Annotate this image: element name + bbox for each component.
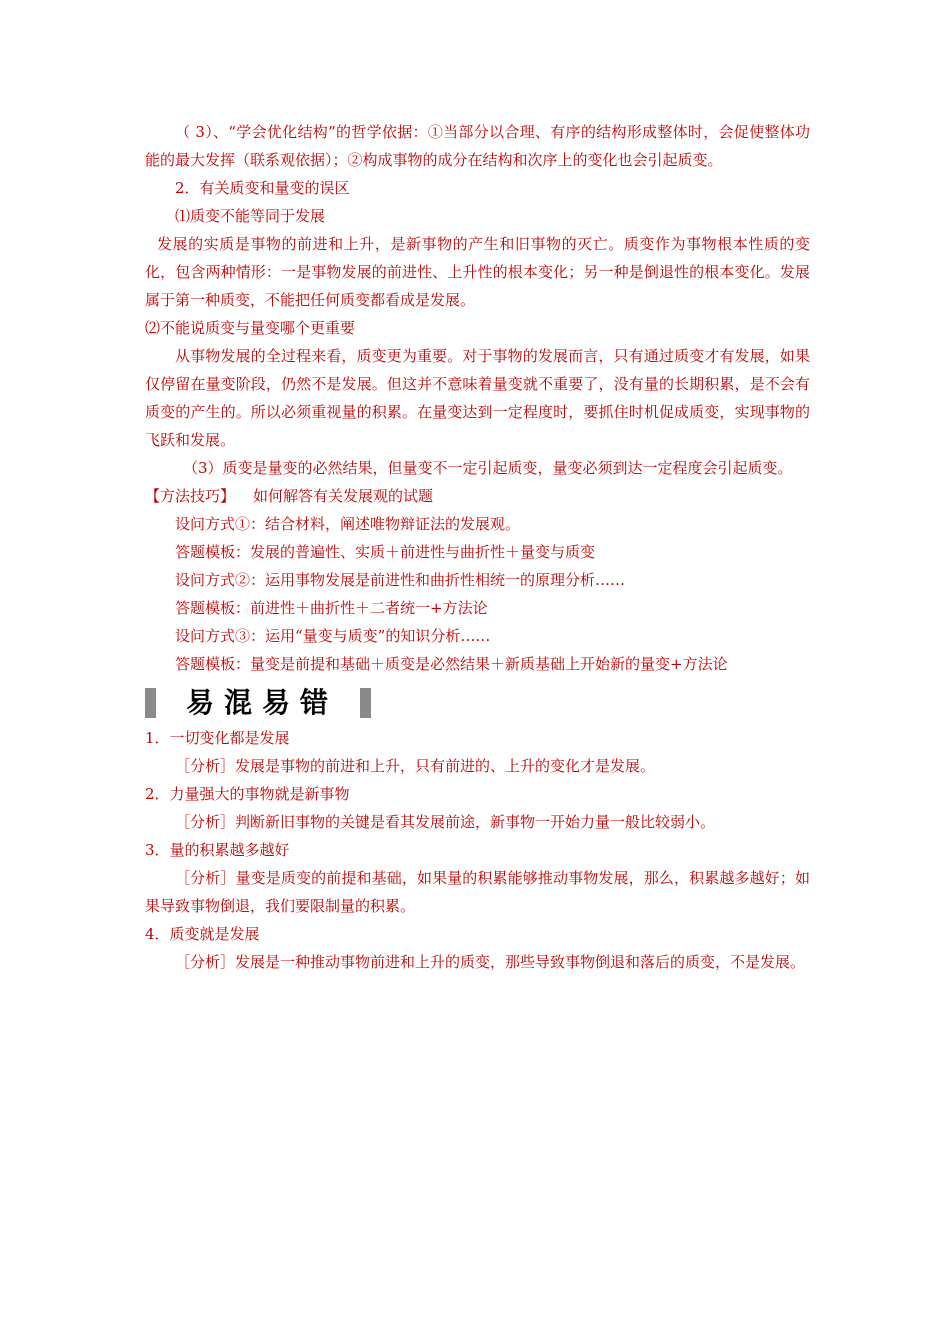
method-line-3: 设问方式②：运用事物发展是前进性和曲折性相统一的原理分析…… [175, 571, 626, 589]
mistake-4-analysis: ［分析］发展是一种推动事物前进和上升的质变，那些导致事物倒退和落后的质变，不是发展。 [175, 953, 806, 971]
paragraph-point-3: （3）质变是量变的必然结果，但量变不一定引起质变，量变必须到达一定程度会引起质变。 [183, 459, 793, 477]
subheading-misconceptions: 2．有关质变和量变的误区 [175, 179, 350, 197]
point-1-heading: ⑴质变不能等同于发展 [175, 207, 326, 225]
method-line-6: 答题模板：量变是前提和基础＋质变是必然结果＋新质基础上开始新的量变+方法论 [175, 655, 728, 673]
mistake-2-analysis: ［分析］判断新旧事物的关键是看其发展前途，新事物一开始力量一般比较弱小。 [175, 813, 716, 831]
method-line-1: 设问方式①：结合材料，阐述唯物辩证法的发展观。 [175, 515, 521, 533]
paragraph-development-essence: 发展的实质是事物的前进和上升，是新事物的产生和旧事物的灭亡。质变作为事物根本性质的变化，包含两种情形：一是事物发展的前进性、上升性的根本变化；另一种是倒退性的根本变化。发展属于第一种质变，不能把任何质变都看成是发展。 [145, 235, 810, 309]
method-line-5: 设问方式③：运用“量变与质变”的知识分析…… [175, 627, 491, 645]
methods-header [145, 482, 810, 510]
paragraph-structure-basis: （ 3）、“学会优化结构”的哲学依据：①当部分以合理、有序的结构形成整体时，会促使整体功能的最大发挥（联系观依据）；②构成事物的成分在结构和次序上的变化也会引起质变。 [145, 123, 810, 169]
document-page [145, 118, 810, 976]
methods-title: 如何解答有关发展观的试题 [253, 487, 434, 505]
mistake-1-title: 1．一切变化都是发展 [145, 729, 290, 747]
mistake-3-analysis: ［分析］量变是质变的前提和基础，如果量的积累能够推动事物发展，那么，积累越多越好；如果导致事物倒退，我们要限制量的积累。 [145, 869, 810, 915]
mistake-3-title: 3．量的积累越多越好 [145, 841, 290, 859]
mistake-2-title: 2．力量强大的事物就是新事物 [145, 785, 350, 803]
point-2-heading: ⑵不能说质变与量变哪个更重要 [145, 319, 356, 337]
mistake-4-title: 4．质变就是发展 [145, 925, 260, 943]
method-line-2: 答题模板：发展的普遍性、实质＋前进性与曲折性＋量变与质变 [175, 543, 596, 561]
method-line-4: 答题模板：前进性＋曲折性＋二者统一+方法论 [175, 599, 488, 617]
heading-bar-left [145, 688, 156, 718]
methods-tag: 【方法技巧】 [145, 487, 236, 505]
heading-bar-right [360, 688, 371, 718]
heading-title: 易混易错 [186, 686, 339, 719]
section-heading-mistakes [145, 682, 810, 724]
mistake-1-analysis: ［分析］发展是事物的前进和上升，只有前进的、上升的变化才是发展。 [175, 757, 656, 775]
paragraph-whole-process: 从事物发展的全过程来看，质变更为重要。对于事物的发展而言，只有通过质变才有发展，如果仅停留在量变阶段，仍然不是发展。但这并不意味着量变就不重要了，没有量的长期积累，是不会有质变的产生的。所以必须重视量的积累。在量变达到一定程度时，要抓住时机促成质变，实现事物的飞跃和发展。 [145, 347, 810, 449]
